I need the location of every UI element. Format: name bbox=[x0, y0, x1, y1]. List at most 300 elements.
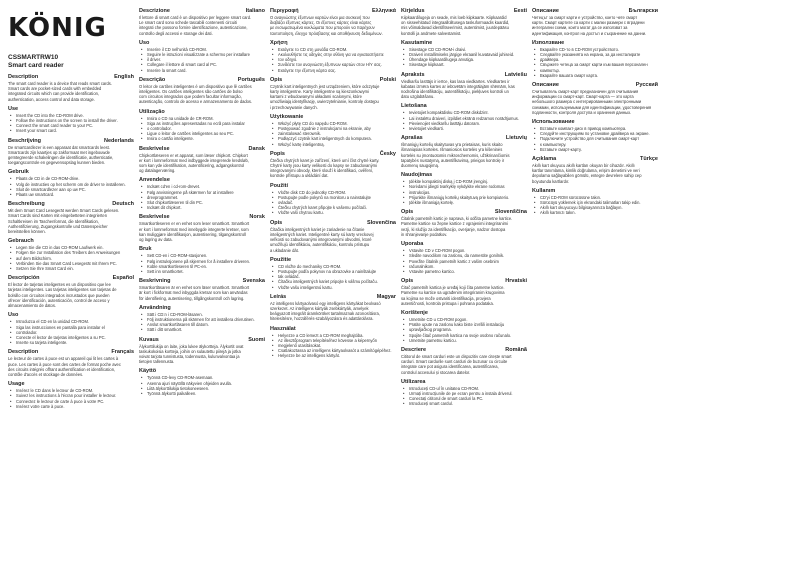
section-language: Slovenčina bbox=[366, 219, 396, 226]
instruction-item: • Вставьте смарт-карту. bbox=[540, 147, 658, 152]
section-language: Norsk bbox=[249, 214, 265, 221]
manual-section bbox=[270, 183, 396, 216]
manual-section bbox=[532, 8, 658, 36]
manual-section bbox=[270, 326, 396, 359]
instruction-item: • Indsæt dit chipkort. bbox=[147, 205, 265, 210]
instruction-item: • Siga las instrucciones en pantalla para instalar el bbox=[16, 325, 134, 330]
section-title: Kasutamine bbox=[401, 39, 433, 46]
instruction-item: • Follow the instructions on the screen to install the driver. bbox=[16, 118, 134, 123]
instruction-list bbox=[139, 375, 265, 396]
manual-section bbox=[139, 8, 265, 36]
instruction-item: • Įdėkite išmaniąją kortelę. bbox=[409, 200, 527, 205]
section-title: Използване bbox=[532, 39, 565, 46]
section-title: Beschreibung bbox=[8, 201, 45, 208]
section-title: Kuvaus bbox=[139, 336, 159, 343]
section-header bbox=[139, 337, 265, 344]
manual-section bbox=[401, 135, 527, 168]
instruction-item: • Spojite čitač pametnih kartica na svoje osobno računalo. bbox=[409, 333, 527, 338]
section-title: Usage bbox=[8, 381, 25, 388]
instruction-item: • Vstavite CD v CD-ROM pogon. bbox=[409, 248, 527, 253]
description-line: contrôle d'accès et stockage de données. bbox=[8, 371, 84, 377]
instruction-item: • Sluit de smartcardlezer aan op uw PC. bbox=[16, 187, 134, 192]
instruction-list bbox=[401, 179, 527, 205]
manual-section bbox=[532, 40, 658, 78]
section-header bbox=[8, 106, 134, 113]
description-line: The smart card reader is a device that reads smart cards. bbox=[8, 81, 112, 86]
instruction-item: • Vstavite pametno kartico. bbox=[409, 269, 527, 274]
manual-section bbox=[401, 40, 527, 68]
section-header bbox=[401, 135, 527, 142]
instruction-item: • Verbinden Sie das Smart Card Lesegerät mit Ihrem PC. bbox=[16, 261, 134, 266]
manual-section bbox=[270, 8, 396, 36]
section-title: Opis bbox=[270, 219, 283, 226]
description-line: небольшого размера с интегрированными электронными bbox=[532, 99, 642, 105]
instruction-item: • Sürücüyü yüklemek için ekrandaki talimatları takip edin. bbox=[540, 200, 658, 205]
manual-section bbox=[139, 368, 265, 396]
instruction-item: • Setzen Sie Ihre Smart Card ein. bbox=[16, 266, 134, 271]
section-header bbox=[401, 278, 527, 285]
section-title: Lietošana bbox=[401, 103, 427, 110]
section-language: Nederlands bbox=[104, 137, 134, 144]
section-header bbox=[139, 368, 265, 375]
section-header bbox=[270, 114, 396, 121]
description-line: com circuitos integrados que podem facultar informação, bbox=[139, 94, 242, 100]
section-header bbox=[8, 201, 134, 208]
section-title: Descrição bbox=[139, 76, 166, 83]
instruction-item: • Вкарайте вашата смарт карта. bbox=[540, 73, 658, 78]
instruction-item: • Suivez les instructions à l'écran pour installer le lecteur. bbox=[16, 393, 134, 398]
description-line: carduri. Smart cardurile sunt carduri de buzunar cu circuite bbox=[401, 359, 508, 365]
instruction-item: • Volg de instructies op het scherm om de driver te installeren. bbox=[16, 182, 134, 187]
section-title: Descrizione bbox=[139, 8, 170, 14]
instruction-list bbox=[139, 312, 265, 333]
description-line: Čitalnik pametnih kartic je naprava, ki odčita pametne kartice. bbox=[401, 216, 513, 222]
instruction-item: • Seguire le istruzioni visualizzate a schermo per installare bbox=[147, 52, 265, 57]
section-header bbox=[532, 82, 658, 89]
section-header bbox=[401, 72, 527, 79]
description-line: схемами, используемыми для идентификации, удостоверения bbox=[532, 104, 652, 110]
section-title: Χρήση bbox=[270, 39, 288, 46]
instruction-item: • Connectez le lecteur de carte à puce à votre PC. bbox=[16, 399, 134, 404]
description-line: tarjetas inteligentes. Las tarjetas inteligentes son tarjetas de bbox=[8, 287, 117, 293]
manual-section bbox=[401, 72, 527, 100]
instruction-item: • компютър. bbox=[540, 68, 658, 73]
manual-section bbox=[532, 119, 658, 152]
instruction-item: • Følg anvisningerne på skærmen for at installere bbox=[147, 190, 265, 195]
section-title: Korištenje bbox=[401, 309, 428, 316]
instruction-item: • Sätt i ditt smartkort. bbox=[147, 327, 265, 332]
section-header bbox=[532, 119, 658, 126]
instruction-item: • Vložte vaši chytrou kartu. bbox=[278, 210, 396, 215]
instruction-item: • Włożyć płytę CD do napędu CD-ROM. bbox=[278, 121, 396, 126]
instruction-item: • Podłączyć czytnik kart inteligentnych do komputera. bbox=[278, 136, 396, 141]
manual-section bbox=[270, 220, 396, 253]
instruction-item: • Introduceți CD-ul în unitatea CD-ROM. bbox=[409, 386, 527, 391]
instruction-item: • Umetnite pametnu karticu. bbox=[409, 338, 527, 343]
manual-section bbox=[8, 138, 134, 166]
description-line: des circuits intégrés offrant authentification et identification, bbox=[8, 366, 116, 372]
instruction-list bbox=[8, 319, 134, 345]
instruction-item: • Ievietojiet viedkarti. bbox=[409, 126, 527, 131]
section-title: Opis bbox=[401, 209, 414, 216]
instruction-item: • Anslut smartkortläsaren till datorn. bbox=[147, 322, 265, 327]
instruction-list bbox=[532, 195, 658, 216]
product-sku: CSSMARTRW10 bbox=[8, 54, 59, 61]
instruction-item: • Insert your smart card. bbox=[16, 128, 134, 133]
instruction-item: • Pievienojiet viedkaršu lasītāju datoram. bbox=[409, 121, 527, 126]
description-line: boyutunda kartlardır. bbox=[532, 178, 570, 184]
section-language: Hrvatski bbox=[505, 278, 527, 285]
instruction-item: • CD vložte do mechaniky CD-ROM. bbox=[278, 264, 396, 269]
instruction-item: • Insert the CD into the CD-ROM drive. bbox=[16, 113, 134, 118]
manual-section bbox=[532, 82, 658, 115]
section-header bbox=[401, 103, 527, 110]
manual-section bbox=[401, 379, 527, 407]
instruction-item: • Postępować zgodnie z instrukcjami na ekranie, aby bbox=[278, 126, 396, 131]
section-header bbox=[401, 8, 527, 15]
instruction-item: • Introduceți smart cardul. bbox=[409, 401, 527, 406]
description-line: inteligentes. Os cartões inteligentes são cartões de bolso bbox=[139, 89, 243, 95]
instruction-item: • megjelenő utasításokat. bbox=[278, 343, 396, 348]
instruction-list bbox=[401, 386, 527, 407]
description-line: tapatybės nustatymą, autentifikavimą, prieigos kontrolę ir bbox=[401, 157, 505, 163]
description-line: Считыватель смарт-карт предназначен для считывания bbox=[532, 89, 639, 95]
description-line: nodrošina identifikāciju, autentifikāciju, piekļuves kontroli un bbox=[401, 89, 509, 95]
manual-section bbox=[139, 109, 265, 142]
instruction-item: • Insira o cartão inteligente. bbox=[147, 136, 265, 141]
description-line: datu uzglabāšanu. bbox=[401, 94, 435, 100]
instruction-item: • Εισάγετε το CD στη μονάδα CD-ROM. bbox=[278, 47, 396, 52]
manual-section bbox=[8, 74, 134, 102]
instruction-item: • controlador. bbox=[16, 330, 134, 335]
section-header bbox=[270, 8, 396, 15]
description-line: som kan yde identifikation, autentificering, adgangskontrol bbox=[139, 163, 245, 169]
instruction-item: • Ακολουθήστε τις οδηγίες στην οθόνη για να εγκαταστήσετε bbox=[278, 52, 396, 57]
manual-section bbox=[401, 278, 527, 306]
instruction-item: • Povežite čitalnik pametnih kartic z vašim osebnim bbox=[409, 259, 527, 264]
description-line: Authentifizierung, Zugangskontrolle und Datenspeicher bbox=[8, 223, 108, 229]
description-line: Smartkortläsaren är en enhet som läser smartkort. Smartkort bbox=[139, 285, 250, 291]
instruction-item: • Pratite upute na zaslonu kako biste izvršili instalaciju bbox=[409, 322, 527, 327]
column-4 bbox=[401, 8, 527, 567]
section-title: Naudojimas bbox=[401, 172, 433, 179]
description-line: Pametne kartice so žepne kartice z vgrajenimi integriranimi bbox=[401, 221, 508, 227]
section-header bbox=[8, 138, 134, 145]
manual-section bbox=[139, 278, 265, 301]
instruction-list bbox=[401, 248, 527, 274]
section-language: Italiano bbox=[245, 8, 265, 14]
section-header bbox=[532, 8, 658, 15]
section-language: Türkçe bbox=[639, 156, 658, 163]
description-line: toegangscontrole en gegevensopslag kunnen bieden. bbox=[8, 160, 106, 166]
description-line: kortelės su įmontuotomis mikroschemomis, užtikrinančiomis bbox=[401, 152, 510, 158]
description-line: integrate care pot asigura identificarea, autentificarea, bbox=[401, 364, 499, 370]
instruction-item: • Следвайте указанията на екрана, за да инсталирате bbox=[540, 52, 658, 57]
instruction-list bbox=[532, 47, 658, 78]
instruction-item: • upravljačkog programa. bbox=[409, 327, 527, 332]
instruction-item: • Conectați cititorul de smart carduri la PC. bbox=[409, 396, 527, 401]
section-header bbox=[401, 209, 527, 216]
description-line: Il lettore di smart card è un dispositivo per leggere smart card. bbox=[139, 15, 252, 20]
section-language: Română bbox=[505, 346, 527, 353]
manual-section bbox=[8, 381, 134, 409]
section-title: Käyttö bbox=[139, 368, 157, 375]
manual-section bbox=[401, 172, 527, 205]
section-language: Español bbox=[112, 275, 134, 282]
instruction-list bbox=[532, 126, 658, 152]
instruction-item: • Följ instruktionerna på skärmen för att installera drivrutinen. bbox=[147, 317, 265, 322]
instruction-item: • Sisestage CD CD-ROM-i draivi. bbox=[409, 47, 527, 52]
instruction-item: • Liitä älykorttilukija tietokoneeseen. bbox=[147, 386, 265, 391]
instruction-item: • Akıllı kartınızı takın. bbox=[540, 210, 658, 215]
section-title: Bruk bbox=[139, 246, 152, 253]
section-header bbox=[532, 188, 658, 195]
instruction-item: • Norėdami įdiegti tvarkyklę vykdykite ekrane rodomas bbox=[409, 184, 527, 189]
description-line: интегрални схеми, които могат да се използват за bbox=[532, 25, 628, 31]
description-line: kan muliggjøre identifikasjon, autentisering, tilgangskontroll bbox=[139, 231, 246, 237]
section-header bbox=[270, 294, 396, 301]
section-language: Ελληνικά bbox=[372, 8, 396, 14]
section-header bbox=[139, 214, 265, 221]
instruction-item: • Čítačku inteligentných kariet pripojte k vášmu počítaču. bbox=[278, 279, 396, 284]
section-title: Použitie bbox=[270, 256, 292, 263]
section-header bbox=[139, 246, 265, 253]
section-title: Użytkowanie bbox=[270, 113, 304, 120]
section-title: Descriere bbox=[401, 346, 427, 353]
manual-section bbox=[401, 310, 527, 343]
description-line: Chipkortlæseren er et apparat, som læser chipkort. Chipkort bbox=[139, 152, 248, 158]
instruction-item: • Indsæt cd'en i cd-rom-drevet. bbox=[147, 184, 265, 189]
manual-section bbox=[8, 238, 134, 271]
manual-section bbox=[139, 177, 265, 210]
manual-section bbox=[139, 246, 265, 274]
description-line: Viedkaršu lasītājs ir ierīce, kas lasa viedkartes. Viedkartes ir bbox=[401, 78, 510, 84]
description-line: O leitor de cartões inteligentes é um dispositivo que lê cartões bbox=[139, 83, 252, 89]
instruction-item: • Collegare il lettore di smart card al PC. bbox=[147, 62, 265, 67]
description-line: tietojen tallennusta. bbox=[139, 359, 175, 365]
section-title: Description bbox=[8, 74, 39, 80]
instruction-list bbox=[270, 333, 396, 359]
description-line: Smartcards zijn kaartjes op zakformaat met ingebouwde bbox=[8, 149, 110, 155]
instruction-item: • Helyezze be az intelligens kártyát. bbox=[278, 353, 396, 358]
instruction-item: • τον οδηγό. bbox=[278, 57, 396, 62]
description-line: puce. Les cartes à puce sont des cartes de format poche avec bbox=[8, 361, 121, 367]
description-line: är kort i fickformat med inbyggda kretsar som kan användas bbox=[139, 290, 248, 296]
section-title: Περιγραφή bbox=[270, 8, 299, 14]
description-line: Четецът за смарт карти е устройство, което чете смарт bbox=[532, 15, 638, 20]
section-title: Användning bbox=[139, 304, 171, 311]
description-line: szerkezet. Az intelligens kártyák zsebkártyák, amelyek bbox=[270, 305, 369, 311]
manual-section bbox=[401, 347, 527, 375]
description-line: išmaniąsias korteles. Išmaniosios kortelės yra kišeninės bbox=[401, 147, 503, 153]
description-line: mis võimaldavad identifitseerimist, autentimist, juurdepääsu bbox=[401, 25, 509, 31]
instruction-item: • Folgen Sie zur Installation des Treibers den Anweisungen bbox=[16, 250, 134, 255]
manual-section bbox=[270, 114, 396, 147]
description-line: umožňujú identifikáciu, autentifikáciu, kontrolu prístupu bbox=[270, 242, 370, 248]
description-line: ταυτοποίηση, έλεγχο πρόσβασης και αποθήκευση δεδομένων. bbox=[270, 30, 383, 36]
instruction-item: • Postupujte podle pokynů na monitoru a nainstalujte bbox=[278, 195, 396, 200]
section-title: Açıklama bbox=[532, 156, 557, 163]
section-header bbox=[532, 156, 658, 163]
section-header bbox=[8, 349, 134, 356]
section-header bbox=[401, 347, 527, 354]
instruction-item: • Vložte disk CD do jednotky CD-ROM. bbox=[278, 190, 396, 195]
description-line: almacenamiento de datos. bbox=[8, 303, 57, 309]
instruction-item: • Akıllı kart okuyucuyu bilgisayarınıza bağlayın. bbox=[540, 205, 658, 210]
instruction-item: • Sett CD-en i CD-ROM-stasjonen. bbox=[147, 253, 265, 258]
instruction-item: • Urmați instrucțiunile de pe ecran pentru a instala driverul. bbox=[409, 391, 527, 396]
section-language: Magyar bbox=[376, 293, 396, 300]
manual-section bbox=[139, 40, 265, 73]
instruction-item: • Inserire la smart card. bbox=[147, 68, 265, 73]
description-line: authentication, access control and data storage. bbox=[8, 96, 95, 102]
instruction-item: • Plaats uw smartcard. bbox=[16, 192, 134, 197]
instruction-list bbox=[8, 176, 134, 197]
section-title: Beskrivelse bbox=[139, 214, 170, 221]
section-header bbox=[401, 172, 527, 179]
description-line: er kort i lommeformat med innebygde integrerte kretser, som bbox=[139, 226, 249, 232]
manual-section bbox=[270, 151, 396, 179]
instruction-item: • Следуйте инструкциям по установке драйвера на экране. bbox=[540, 131, 658, 136]
instruction-item: • Insira o CD na unidade de CR-ROM. bbox=[147, 116, 265, 121]
section-title: Utilizarea bbox=[401, 378, 426, 385]
manual-section bbox=[532, 188, 658, 216]
description-line: kontrole přístupu a ukládání dat. bbox=[270, 173, 329, 179]
description-line: beágyazott integrált áramköröket tartalmaznak azonosításra, bbox=[270, 311, 380, 317]
description-line: inteligentných kariet. Inteligentné karty sú karty vreckovej bbox=[270, 231, 374, 237]
manual-section bbox=[139, 146, 265, 174]
manual-section bbox=[8, 169, 134, 197]
instruction-item: • auf dem Bildschirm. bbox=[16, 256, 134, 261]
column-5 bbox=[532, 8, 658, 567]
manual-section bbox=[8, 106, 134, 134]
instruction-item: • Slut chipkortlæseren til din PC. bbox=[147, 200, 265, 205]
section-title: Uporaba bbox=[401, 241, 424, 248]
instruction-list bbox=[139, 47, 265, 73]
manual-section bbox=[270, 40, 396, 73]
column-2 bbox=[139, 8, 265, 567]
manual-section bbox=[139, 214, 265, 242]
instruction-item: • Insérez le CD dans le lecteur de CD-ROM. bbox=[16, 388, 134, 393]
instruction-item: • Čtečku chytrých karet připojte k vašemu počítači. bbox=[278, 205, 396, 210]
section-header bbox=[270, 151, 396, 158]
section-title: Использование bbox=[532, 119, 575, 126]
section-header bbox=[270, 326, 396, 333]
instruction-item: • Włożyć kartę inteligentną. bbox=[278, 142, 396, 147]
section-language: Français bbox=[111, 349, 134, 356]
manual-section bbox=[401, 241, 527, 274]
instruction-item: • Inserire il CD nell'unità CD-ROM. bbox=[147, 47, 265, 52]
description-line: integrati che possono fornire identificazione, autenticazione, bbox=[139, 25, 248, 31]
section-title: Leírás bbox=[270, 293, 287, 300]
instruction-list bbox=[270, 47, 396, 73]
description-line: kontrolli ja andmete salvestamist. bbox=[401, 30, 462, 36]
instruction-item: • Prijunkite išmaniųjų kortelių skaitytuvą prie kompiuterio. bbox=[409, 195, 527, 200]
section-header bbox=[8, 74, 134, 81]
description-line: Čítačka inteligentných kariet je zariadenie na čítanie bbox=[270, 226, 365, 232]
instruction-item: • Plaats de CD in de CD-ROM-drive. bbox=[16, 176, 134, 181]
manual-section bbox=[401, 103, 527, 131]
manual-section bbox=[139, 337, 265, 365]
instruction-list bbox=[401, 317, 527, 343]
description-line: kartlar tanımlama, kimlik doğrulama, erişim denetimi ve veri bbox=[532, 168, 640, 174]
instruction-item: • Sätt i CD:n i CD-ROM-läsaren. bbox=[147, 312, 265, 317]
description-line: bolsillo con circuitos integrados incrustados que pueden bbox=[8, 292, 110, 298]
instruction-item: • CD'yi CD-ROM sürücüsüne takın. bbox=[540, 195, 658, 200]
column-3 bbox=[270, 8, 396, 567]
instruction-item: • Siga as instruções apresentadas no ecrã para instalar bbox=[147, 121, 265, 126]
description-line: og lagring av data. bbox=[139, 237, 173, 243]
description-line: autenticação, controlo de acesso e armazenamento de dados. bbox=[139, 99, 253, 105]
instruction-list bbox=[401, 47, 527, 68]
description-line: Pametne su kartice sa ugrađenim integriranim krugovima bbox=[401, 290, 505, 296]
description-line: Akıllı kart okuyucu akıllı kartları okuyan bir cihazdır. Akıllı bbox=[532, 163, 635, 169]
description-line: hitelesítésre, hozzáférés-szabályozásra és adattárolásra. bbox=[270, 316, 374, 322]
section-title: Opis bbox=[270, 76, 283, 83]
description-line: Le smart card sono schede tascabili contenenti circuiti bbox=[139, 20, 238, 26]
description-line: on sisseehitatud integraallülitusega taskuformaadis kaardid, bbox=[401, 20, 510, 26]
instruction-item: • Koble smartkortleseren til PC-en. bbox=[147, 264, 265, 269]
instruction-list bbox=[270, 264, 396, 290]
description-line: De smartcardlezer is een apparaat dat smartcards leest. bbox=[8, 144, 110, 150]
instruction-item: • o controlador. bbox=[147, 126, 265, 131]
description-line: Ο αναγνώστης έξυπνων καρτών είναι μια συσκευή που bbox=[270, 15, 370, 20]
instruction-item: • drevprogrammet. bbox=[147, 195, 265, 200]
manual-section bbox=[8, 349, 134, 377]
description-line: taskukokoisia kortteja, joihin on sulautettu piirejä ja jotka bbox=[139, 348, 241, 354]
description-line: подлинности, контроля доступа и хранения данных. bbox=[532, 109, 632, 115]
instruction-item: • Følg instruksjonene på skjermen for å installere driveren. bbox=[147, 259, 265, 264]
section-language: Slovenščina bbox=[494, 209, 527, 216]
instruction-item: • ovladač. bbox=[278, 200, 396, 205]
description-line: Smart cards are pocket-sized cards with embedded bbox=[8, 86, 102, 92]
description-line: Älykorttilukija on laite, joka lukee älykortteja. Älykortit ovat bbox=[139, 343, 244, 349]
manual-section bbox=[270, 294, 396, 322]
section-title: Описание bbox=[532, 82, 559, 89]
manual-section bbox=[270, 77, 396, 110]
description-line: El lector de tarjetas inteligentes es un dispositivo que lee bbox=[8, 282, 111, 288]
section-header bbox=[401, 40, 527, 47]
instruction-item: • instrukcijas. bbox=[409, 190, 527, 195]
section-header bbox=[270, 40, 396, 47]
section-language: Български bbox=[628, 8, 658, 14]
section-title: Opis bbox=[401, 278, 414, 285]
instruction-item: • Csatlakoztassa az intelligens kártyaolvasót a számítógépéhez. bbox=[278, 348, 396, 353]
section-header bbox=[270, 257, 396, 264]
description-line: διαβάζει έξυπνες κάρτες. Οι έξυπνες κάρτες είναι κάρτες bbox=[270, 20, 372, 26]
description-line: карти. Смарт картите са карти с малки размери с вградени bbox=[532, 20, 645, 26]
description-line: kartami z wbudowanymi układami scalonymi, które bbox=[270, 94, 362, 100]
section-header bbox=[270, 77, 396, 84]
section-title: Gebruik bbox=[8, 169, 29, 176]
instruction-item: • Legen Sie die CD in das CD-ROM Laufwerk ein. bbox=[16, 245, 134, 250]
section-title: Beschrijving bbox=[8, 137, 42, 144]
instruction-item: • tak ovládač. bbox=[278, 274, 396, 279]
section-title: Anvendelse bbox=[139, 177, 170, 184]
manual-section bbox=[8, 312, 134, 345]
description-line: geïntegreerde schakelingen die identificatie, authenticatie, bbox=[8, 155, 114, 161]
description-line: sa kojima se može ostvariti identifikacija, provjera bbox=[401, 295, 491, 301]
section-language: Dansk bbox=[248, 145, 265, 152]
section-header bbox=[8, 275, 134, 282]
description-line: Cititorul de smart carduri este un dispozitiv care citește smart bbox=[401, 353, 512, 359]
instruction-item: • Lai instalētu draiveri, izpildiet ekrānā redzamos norādījumus. bbox=[409, 116, 527, 121]
instruction-item: • Vložte vašu inteligentnú kartu. bbox=[278, 285, 396, 290]
instruction-item: • Вставьте компакт-диск в привод компьютера. bbox=[540, 126, 658, 131]
instruction-item: • Työnnä älykortti paikalleen. bbox=[147, 391, 265, 396]
section-header bbox=[8, 169, 134, 176]
description-line: controlul accesului și stocarea datelor. bbox=[401, 369, 471, 375]
